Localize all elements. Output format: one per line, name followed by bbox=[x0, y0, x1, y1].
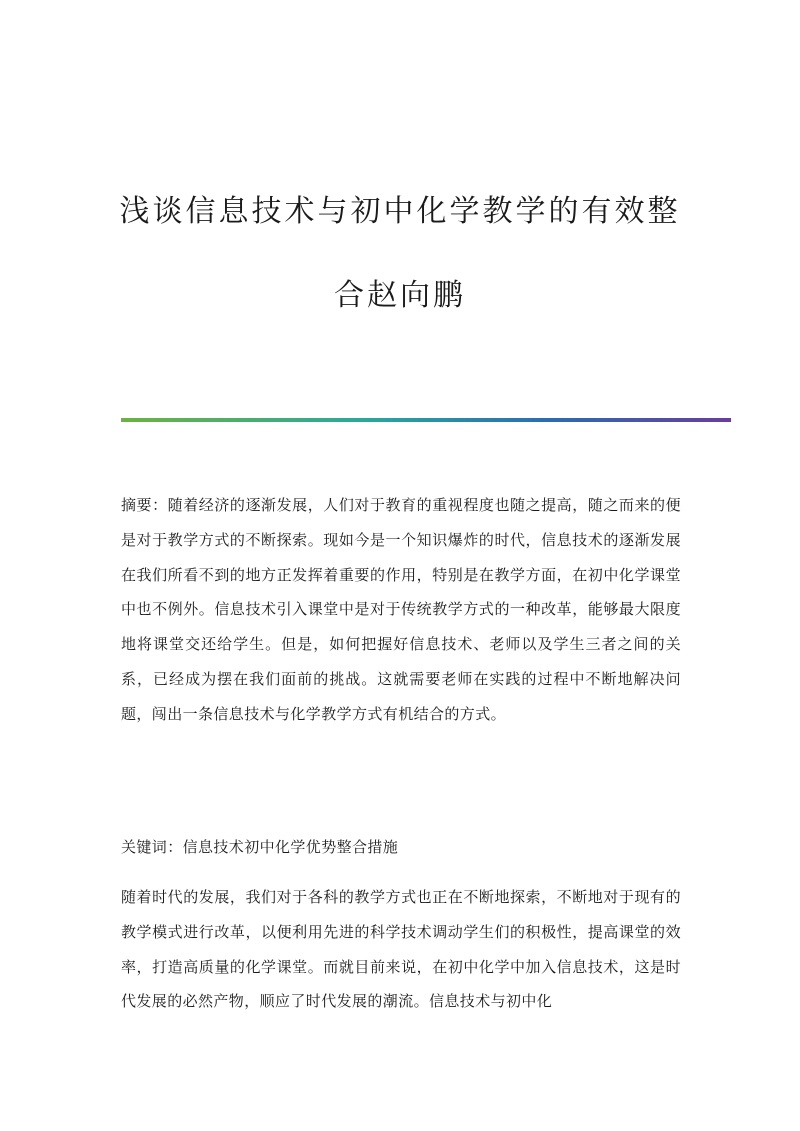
gradient-divider bbox=[121, 418, 731, 422]
abstract-paragraph: 摘要：随着经济的逐渐发展，人们对于教育的重视程度也随之提高，随之而来的便是对于教学方式的不断探索。现如今是一个知识爆炸的时代，信息技术的逐渐发展在我们所看不到的地方正发挥着重要的作用，特别是在教学方面，在初中化学课堂中也不例外。信息技术引入课堂中是对于传统教学方式的一种改革，能够最大限度地将课堂交还给学生。但是，如何把握好信息技术、老师以及学生三者之间的关系，已经成为摆在我们面前的挑战。这就需要老师在实践的过程中不断地解决问题，闯出一条信息技术与化学教学方式有机结合的方式。 bbox=[121, 496, 681, 723]
document-title-line-2: 合赵向鹏 bbox=[334, 278, 466, 313]
keywords-line: 关键词：信息技术初中化学优势整合措施 bbox=[121, 838, 399, 856]
document-title-line-1: 浅谈信息技术与初中化学教学的有效整 bbox=[119, 194, 681, 229]
body-paragraph: 随着时代的发展，我们对于各科的教学方式也正在不断地探索，不断地对于现有的教学模式进行改革，以便利用先进的科学技术调动学生们的积极性，提高课堂的效率，打造高质量的化学课堂。而就目前来说，在初中化学中加入信息技术，这是时代发展的必然产物，顺应了时代发展的潮流。信息技术与初中化 bbox=[121, 888, 681, 1011]
